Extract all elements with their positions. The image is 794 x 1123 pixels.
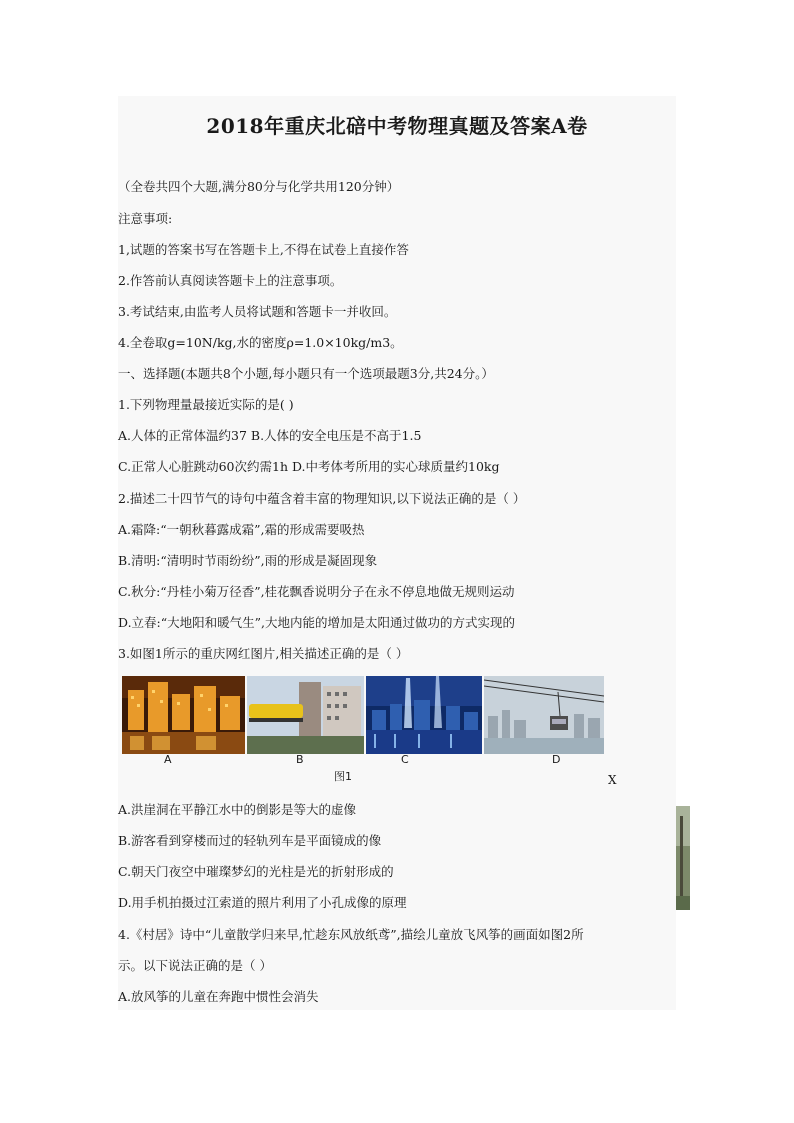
notice-item: 4.全卷取g=10N/kg,水的密度ρ=1.0×10kg/m3。 — [118, 335, 403, 350]
question-3-option: C.朝天门夜空中璀璨梦幻的光柱是光的折射形成的 — [118, 864, 394, 879]
notice-item: 2.作答前认真阅读答题卡上的注意事项。 — [118, 273, 343, 288]
document-title: 2018年重庆北碚中考物理真题及答案A卷 — [206, 114, 588, 138]
question-2-option: C.秋分:“丹桂小菊万径香”,桂花飘香说明分子在永不停息地做无规则运动 — [118, 584, 515, 599]
question-3-stem: 3.如图1所示的重庆网红图片,相关描述正确的是（ ） — [118, 646, 409, 661]
question-2-option: D.立春:“大地阳和暖气生”,大地内能的增加是太阳通过做功的方式实现的 — [118, 615, 516, 630]
figure-caption-b: B — [296, 753, 304, 766]
question-1-stem: 1.下列物理量最接近实际的是( ) — [118, 397, 294, 412]
exam-info: （全卷共四个大题,满分80分与化学共用120分钟） — [118, 179, 400, 194]
question-1-option: C.正常人心脏跳动60次约需1h D.中考体考所用的实心球质量约10kg — [118, 459, 500, 474]
figure-2-edge — [676, 806, 690, 910]
question-4-option: A.放风筝的儿童在奔跑中惯性会消失 — [118, 989, 319, 1004]
figure-1 — [122, 676, 612, 756]
notice-heading: 注意事项: — [118, 211, 173, 226]
question-1-option: A.人体的正常体温约37 B.人体的安全电压是不高于1.5 — [118, 428, 422, 443]
photo-hongyadong — [122, 676, 245, 754]
photo-chaotianmen — [366, 676, 482, 754]
figure-caption-c: C — [401, 753, 409, 766]
question-4-stem-line1: 4.《村居》诗中“儿童散学归来早,忙趁东风放纸鸢”,描绘儿童放飞风筝的画面如图2所 — [118, 927, 584, 942]
section-heading: 一、选择题(本题共8个小题,每小题只有一个选项最题3分,共24分。） — [118, 366, 494, 381]
figure-caption-d: D — [552, 753, 561, 766]
stray-x-mark: X — [608, 773, 617, 787]
notice-item: 3.考试结束,由监考人员将试题和答题卡一并收回。 — [118, 304, 397, 319]
question-3-option: D.用手机拍摄过江索道的照片利用了小孔成像的原理 — [118, 895, 407, 910]
question-2-option: A.霜降:“一朝秋暮露成霜”,霜的形成需要吸热 — [118, 522, 365, 537]
photo-cableway — [484, 676, 604, 754]
question-3-option: A.洪崖洞在平静江水中的倒影是等大的虚像 — [118, 802, 357, 817]
figure-caption-a: A — [164, 753, 172, 766]
notice-item: 1,试题的答案书写在答题卡上,不得在试卷上直接作答 — [118, 242, 409, 257]
figure-1-title: 图1 — [334, 770, 352, 783]
question-2-stem: 2.描述二十四节气的诗句中蕴含着丰富的物理知识,以下说法正确的是（ ） — [118, 491, 526, 506]
question-3-option: B.游客看到穿楼而过的轻轨列车是平面镜成的像 — [118, 833, 382, 848]
photo-light-rail — [247, 676, 364, 754]
question-4-stem-line2: 示。以下说法正确的是（ ） — [118, 958, 272, 973]
question-2-option: B.清明:“清明时节雨纷纷”,雨的形成是凝固现象 — [118, 553, 378, 568]
